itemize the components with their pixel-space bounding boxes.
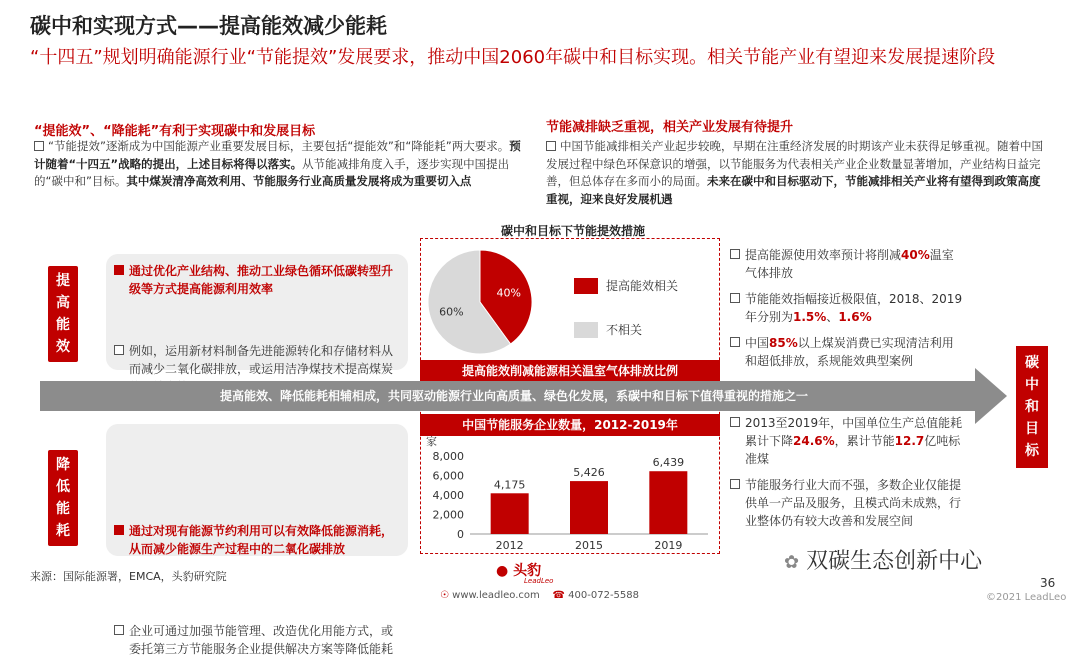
right-bullet-list: [730, 246, 965, 370]
watermark: [784, 544, 982, 575]
bar-value-label: 4,175: [493, 478, 526, 492]
page-number: 36: [1040, 576, 1056, 590]
label-char: 提: [56, 273, 70, 289]
left-para-1: “节能提效”逐渐成为中国能源产业重要发展目标，主要包括“提能效”和“降能耗”两大要求。: [48, 139, 510, 153]
y-tick-label: 4,000: [432, 489, 464, 502]
left-para-2: 从节能减排角度入手，逐步实现中国提出的“碳中和”目标。: [34, 156, 510, 188]
item-highlight: 24.6%: [793, 434, 835, 448]
item-text: 以上煤炭消费已实现清洁利用和超低排放，系规能效典型案例: [745, 336, 954, 368]
checkbox-bullet-icon: [730, 479, 740, 489]
legend-label: 不相关: [606, 323, 643, 337]
left-para-bold-2: 其中煤炭清净高效利用、节能服务行业高质量发展将成为重要切入点: [126, 174, 472, 188]
label-reduce-consumption: [48, 450, 78, 546]
bar-chart-banner: 中国节能服务企业数量，2012-2019年: [420, 414, 720, 436]
pie-slice-label: 40%: [496, 286, 521, 300]
left-section-heading: “提能效”、“降能耗”有利于实现碳中和发展目标: [34, 124, 316, 139]
label-char: 低: [56, 479, 70, 495]
item-text: 企业可通过加强节能管理、改造优化用能方式，或委托第三方节能服务企业提供解决方案等降低能耗: [129, 624, 394, 656]
x-tick-label: 2012: [495, 539, 524, 552]
improve-efficiency-red-item: [114, 262, 402, 298]
pie-chart: [424, 244, 716, 360]
item-text: 2013至2019年，中国单位生产总值能耗累计下降: [745, 416, 963, 448]
item-highlight: 40%: [901, 248, 930, 262]
checkbox-bullet-icon: [730, 249, 740, 259]
right-section-heading: 节能减排缺乏重视，相关产业发展有待提升: [546, 120, 794, 135]
label-char: 耗: [56, 523, 70, 539]
y-tick-label: 6,000: [432, 469, 464, 483]
label-char: 碳: [1025, 355, 1039, 371]
bar-value-label: 6,439: [652, 456, 685, 470]
item-text: 温室气体排放: [745, 248, 954, 280]
label-char: 降: [56, 457, 70, 473]
checkbox-bullet-icon: [730, 293, 740, 303]
phone-icon: ☎: [552, 590, 565, 601]
phone-number: 400-072-5588: [568, 590, 639, 601]
item-text: 通过对现有能源节约利用可以有效降低能源消耗，从而减少能源生产过程中的二氧化碳排放: [129, 524, 394, 556]
y-tick-label: 8,000: [432, 450, 464, 463]
label-char: 目: [1025, 421, 1039, 437]
item-text: 通过优化产业结构、推动工业绿色循环低碳转型升级等方式提高能源利用效率: [129, 264, 394, 296]
right-item-5: [730, 476, 965, 530]
bar-2012: [491, 493, 529, 534]
bar-value-label: 5,426: [573, 466, 605, 480]
label-char: 能: [56, 501, 70, 517]
right-bullet-list-lower: [730, 414, 965, 530]
right-item-3: [730, 334, 965, 370]
right-section-body: [546, 138, 1051, 208]
page-subtitle: “十四五”规划明确能源行业“节能提效”发展要求，推动中国2060年碳中和目标实现。相关节能产业有望迎来发展提速阶段: [30, 47, 996, 68]
website-link[interactable]: www.leadleo.com: [452, 590, 540, 601]
y-tick-label: 0: [457, 528, 464, 541]
x-tick-label: 2015: [575, 539, 603, 552]
item-highlight: 85%: [769, 336, 798, 350]
legend-swatch: [574, 278, 598, 294]
right-item-4: [730, 414, 965, 468]
logo-text: 头豹: [513, 563, 542, 579]
contact-info: [440, 590, 639, 601]
summary-arrow-text: 提高能效、降低能耗相辅相成，共同驱动能源行业向高质量、绿色化发展，系碳中和目标下值得重视的措施之一: [219, 389, 808, 403]
legend-swatch: [574, 322, 598, 338]
left-section-body: [34, 138, 526, 191]
red-square-bullet-icon: [114, 265, 124, 275]
reduce-consumption-grey-item: [114, 622, 402, 658]
item-highlight: 1.6%: [838, 310, 872, 324]
leopard-logo-icon: ●: [496, 563, 509, 579]
checkbox-bullet-icon: [546, 141, 556, 151]
bar-2015: [570, 481, 608, 534]
checkbox-bullet-icon: [730, 337, 740, 347]
right-item-1: [730, 246, 965, 282]
checkbox-bullet-icon: [114, 345, 124, 355]
checkbox-bullet-icon: [114, 625, 124, 635]
pie-chart-title: 碳中和目标下节能提效措施: [500, 224, 645, 238]
item-text: 、: [826, 310, 839, 324]
globe-icon: ☉: [440, 590, 449, 601]
label-carbon-neutral-goal: [1016, 346, 1048, 468]
pie-slice-label: 60%: [439, 305, 464, 319]
copyright: ©2021 LeadLeo: [986, 592, 1067, 603]
label-char: 和: [1025, 399, 1039, 415]
label-char: 能: [56, 317, 70, 333]
bar-2019: [649, 471, 687, 534]
label-char: 高: [56, 295, 70, 311]
wechat-icon: ✿: [784, 552, 800, 573]
item-text: ，累计节能: [834, 434, 895, 448]
label-char: 标: [1025, 443, 1039, 459]
label-improve-efficiency: [48, 266, 78, 362]
y-tick-label: 2,000: [432, 508, 464, 522]
item-text: 亿吨标准煤: [745, 434, 961, 466]
label-char: 中: [1025, 377, 1039, 393]
bar-chart: [422, 436, 718, 554]
item-text: 节能能效指幅接近极限值，2018、2019年分别为: [745, 292, 963, 324]
item-text: 例如，运用新材料制备先进能源转化和存储材料从而减少二氧化碳排放，或运用洁净煤技术提高煤炭: [129, 344, 394, 376]
page-title: 碳中和实现方式——提高能效减少能耗: [30, 14, 387, 38]
watermark-text: 双碳生态创新中心: [806, 549, 983, 574]
left-para-bold-1: 预计随着“十四五”战略的提出，上述目标将得以落实。: [34, 139, 521, 171]
reduce-consumption-red-item: [114, 522, 402, 558]
item-text: 提高能源使用效率预计将削减: [745, 248, 902, 262]
checkbox-bullet-icon: [34, 141, 44, 151]
checkbox-bullet-icon: [730, 417, 740, 427]
y-axis-unit: 家: [426, 435, 437, 448]
item-highlight: 12.7: [894, 434, 925, 448]
x-tick-label: 2019: [654, 539, 683, 552]
source-note: 来源：国际能源署，EMCA，头豹研究院: [30, 570, 227, 583]
item-text: 中国: [745, 336, 770, 350]
item-text: 节能服务行业大而不强，多数企业仅能提供单一产品及服务，且模式尚未成熟，行业整体仍有较大改善和发展空间: [745, 478, 962, 528]
label-char: 效: [56, 339, 70, 355]
right-para-1: 中国节能减排相关产业起步较晚，早期在注重经济发展的时期该产业未获得足够重视。随着中国发展过程中绿色环保意识的增强，以节能服务为代表相关产业企业数量显著增加，产业结构日益完善，但总体存在多而小的局面。: [546, 139, 1043, 188]
right-para-bold: 未来在碳中和目标驱动下，节能减排相关产业将有望得到政策高度重视，迎来良好发展机遇: [546, 174, 1041, 206]
red-square-bullet-icon: [114, 525, 124, 535]
legend-label: 提高能效相关: [606, 279, 679, 293]
pie-chart-banner: 提高能效削减能源相关温室气体排放比例: [420, 360, 720, 382]
logo-subtext: LeadLeo: [524, 577, 554, 585]
right-item-2: [730, 290, 965, 326]
item-highlight: 1.5%: [793, 310, 827, 324]
